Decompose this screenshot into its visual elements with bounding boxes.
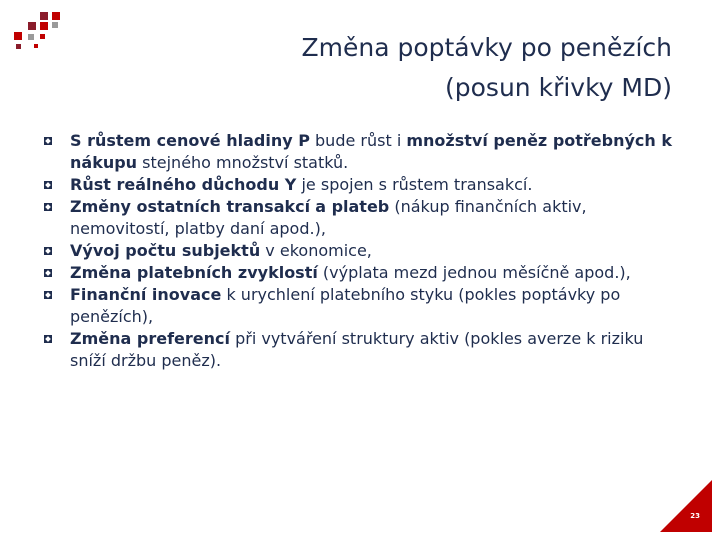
bullet-icon	[44, 269, 52, 277]
logo-icon	[10, 10, 62, 50]
title-line-2: (posun křivky MD)	[445, 73, 672, 102]
bullet-icon	[44, 181, 52, 189]
page-title	[112, 28, 672, 108]
bullet-icon	[44, 335, 52, 343]
corner-triangle-icon	[660, 480, 712, 532]
list-item: Růst reálného důchodu Y je spojen s růstem transakcí.	[44, 174, 684, 196]
bullet-icon	[44, 203, 52, 211]
bullet-icon	[44, 247, 52, 255]
bullet-icon	[44, 291, 52, 299]
list-item: Změna preferencí při vytváření struktury aktiv (pokles averze k riziku sníží držbu peněz).	[44, 328, 684, 372]
list-item: Změny ostatních transakcí a plateb (nákup finančních aktiv, nemovitostí, platby daní apod.),	[44, 196, 684, 240]
list-item: Změna platebních zvyklostí (výplata mezd jednou měsíčně apod.),	[44, 262, 684, 284]
bullet-icon	[44, 137, 52, 145]
list-item: S růstem cenové hladiny P bude růst i množství peněz potřebných k nákupu stejného množství statků.	[44, 130, 684, 174]
bullet-list	[44, 130, 684, 372]
list-item: Finanční inovace k urychlení platebního styku (pokles poptávky po penězích),	[44, 284, 684, 328]
page-number: 23	[690, 512, 700, 520]
title-line-1: Změna poptávky po penězích	[301, 33, 672, 62]
list-item: Vývoj počtu subjektů v ekonomice,	[44, 240, 684, 262]
